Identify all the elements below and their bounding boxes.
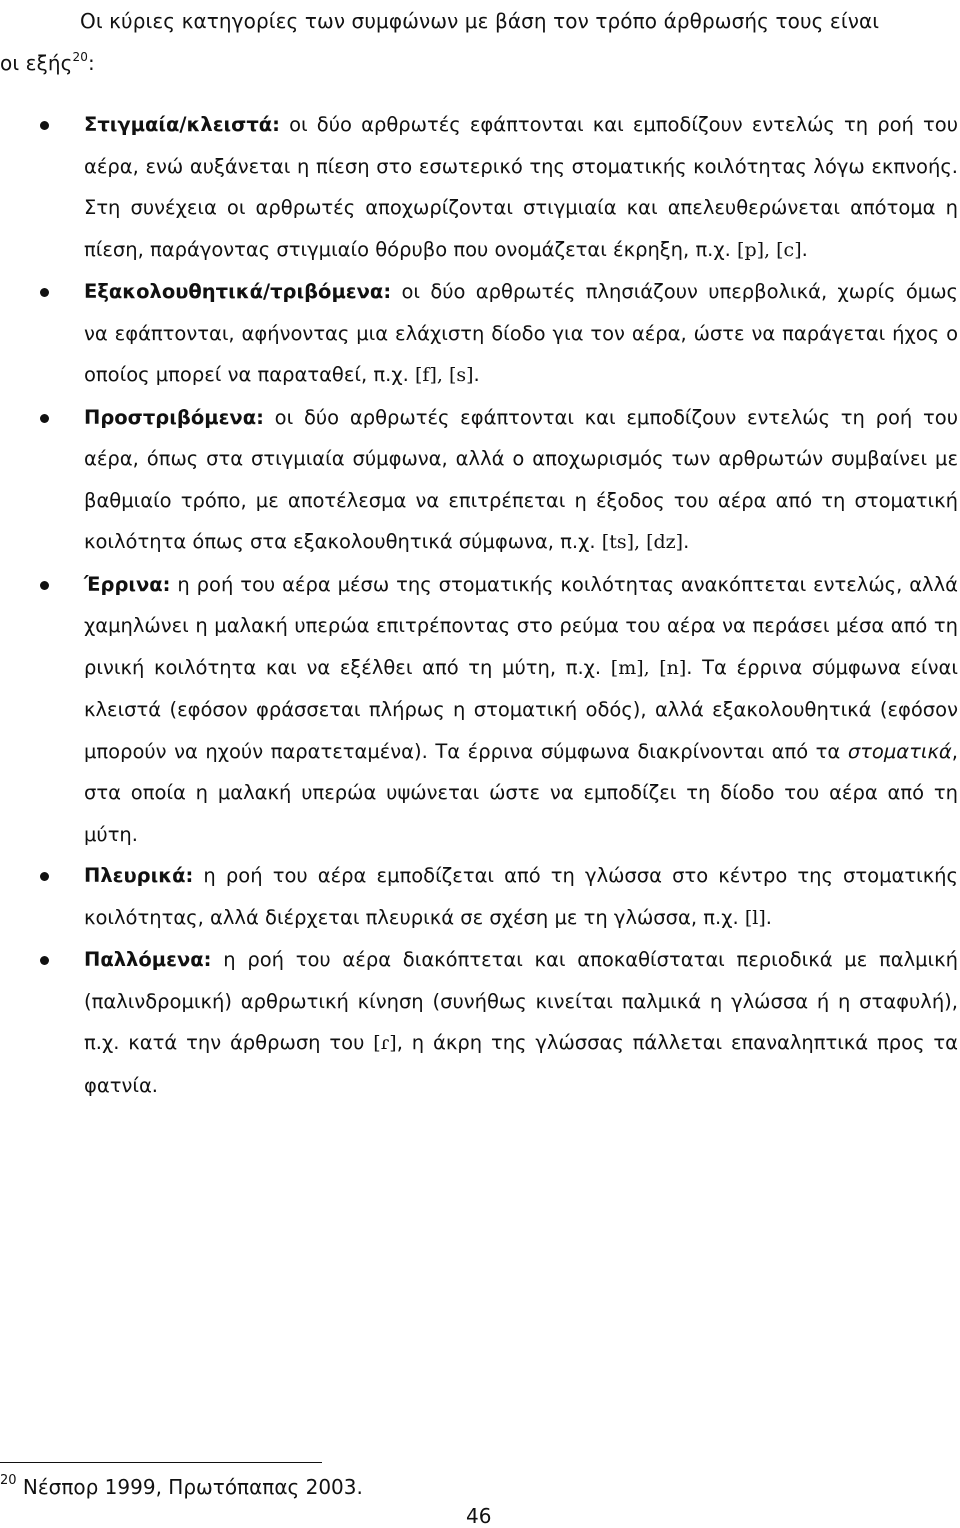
list-item-laterals [0,855,960,939]
page-number: 46 [466,1504,492,1528]
footnote-separator [0,1462,322,1463]
separator: , [643,656,660,679]
item-end: . [765,905,772,929]
item-text: οι δύο αρθρωτές εφάπτονται και εμποδίζουν εντελώς τη ροή του αέρα, ενώ αυξάνεται η πίεση στο εσωτερικό της στοματικής κοιλότητας λόγω εκπνοής. Στη συνέχεια οι αρθρωτές αποχωρίζονται στιγμιαία και απελευθερώνεται απότομα η πίεση, παράγοντας στιγμιαίο θόρυβο που ονομάζεται έκρηξη, π.χ. [84,113,958,261]
footnote-number: 20 [0,1473,17,1488]
list-item-fricatives [0,271,960,397]
intro-line-2 [0,42,960,84]
item-text: , η άκρη της γλώσσας πάλλεται επαναληπτικά προς τα φατνία. [84,1031,958,1097]
bullet-icon [40,288,49,297]
ipa-symbol: [n] [659,656,687,679]
ipa-symbol: [ɾ] [373,1032,397,1054]
list-item-nasals [0,564,960,856]
bullet-icon [40,414,49,423]
consonant-categories-list [0,104,960,1106]
footnote-reference[interactable]: 20 [72,50,88,64]
bullet-icon [40,956,49,965]
item-text: οι δύο αρθρωτές εφάπτονται και εμποδίζουν εντελώς τη ροή του αέρα, όπως στα στιγμιαία σύμφωνα, αλλά ο αποχωρισμός των αρθρωτών συμβαίνει με βαθμιαίο τρόπο, με αποτέλεσμα να επιτρέπεται η έξοδος του αέρα από τη στοματική κοιλότητα όπως στα εξακολουθητικά σύμφωνα, π.χ. [84,405,958,553]
ipa-symbol: [s] [448,364,474,386]
list-item-stops [0,104,960,271]
item-text: οι δύο αρθρωτές πλησιάζουν υπερβολικά, χωρίς όμως να εφάπτονται, αφήνοντας μια ελάχιστη δίοδο για τον αέρα, ώστε να παράγεται ήχος ο οποίος μπορεί να παραταθεί, π.χ. [84,280,958,386]
ipa-symbol: [p] [737,238,765,261]
intro-line-2-text: οι εξής [0,51,73,75]
item-text: η ροή του αέρα διακόπτεται και αποκαθίσταται περιοδικά με παλμική (παλινδρομική) αρθρωτική κίνηση (συνήθως κινείται παλμικά η γλώσσα ή η σταφυλή), π.χ. κατά την άρθρωση του [84,948,958,1054]
intro-line-1: Οι κύριες κατηγορίες των συμφώνων με βάση τον τρόπο άρθρωσής τους είναι [80,9,880,33]
ipa-symbol: [m] [610,656,644,679]
term-nasals: Έρρινα: [84,572,171,596]
term-trills: Παλλόμενα: [84,948,212,971]
list-item-trills [0,939,960,1106]
ipa-symbol: [f] [415,364,437,386]
term-stops: Στιγμαία/κλειστά: [84,113,280,136]
footnote [0,1472,363,1502]
item-text: , στα οποία η μαλακή υπερώα υψώνεται ώστε να εμποδίζει τη δίοδο του αέρα από τη μύτη. [84,739,958,846]
item-end: . [683,530,690,553]
ipa-symbol: [l] [744,906,766,929]
bullet-icon [40,581,49,590]
term-laterals: Πλευρικά: [84,864,194,887]
item-end: . [801,237,808,261]
item-text: η ροή του αέρα μέσω της στοματικής κοιλότητας ανακόπτεται εντελώς, αλλά χαμηλώνει η μαλακή υπερώα επιτρέποντας στο ρεύμα του αέρα να περάσει μέσα από τη ρινική κοιλότητα και να εξέλθει από τη μύτη, π.χ. [84,572,958,679]
ipa-symbol: [ts] [601,531,634,553]
footnote-text: Νέσπορ 1999, Πρωτόπαπας 2003. [16,1475,363,1499]
list-item-affricates [0,397,960,564]
intro-colon: : [87,51,95,75]
term-fricatives: Εξακολουθητικά/τριβόμενα: [84,280,392,303]
item-text: . Τα έρρινα σύμφωνα είναι κλειστά (εφόσον φράσσεται πλήρως η στοματική οδός), αλλά εξακολουθητικά (εφόσον μπορούν να ηχούν παρατεταμένα). Τα έρρινα σύμφωνα διακρίνονται από τα [84,655,958,763]
italic-term: στοματικά [847,739,952,763]
separator: , [436,364,449,386]
separator: , [764,238,777,261]
intro-paragraph [0,0,960,84]
bullet-icon [40,872,49,881]
ipa-symbol: [dz] [646,531,684,553]
bullet-icon [40,121,49,130]
separator: , [634,531,647,553]
item-text: η ροή του αέρα εμποδίζεται από τη γλώσσα στο κέντρο της στοματικής κοιλότητας, αλλά διέρχεται πλευρικά σε σχέση με τη γλώσσα, π.χ. [84,864,958,929]
item-end: . [473,363,480,386]
term-affricates: Προστριβόμενα: [84,405,264,429]
ipa-symbol: [c] [776,238,802,261]
